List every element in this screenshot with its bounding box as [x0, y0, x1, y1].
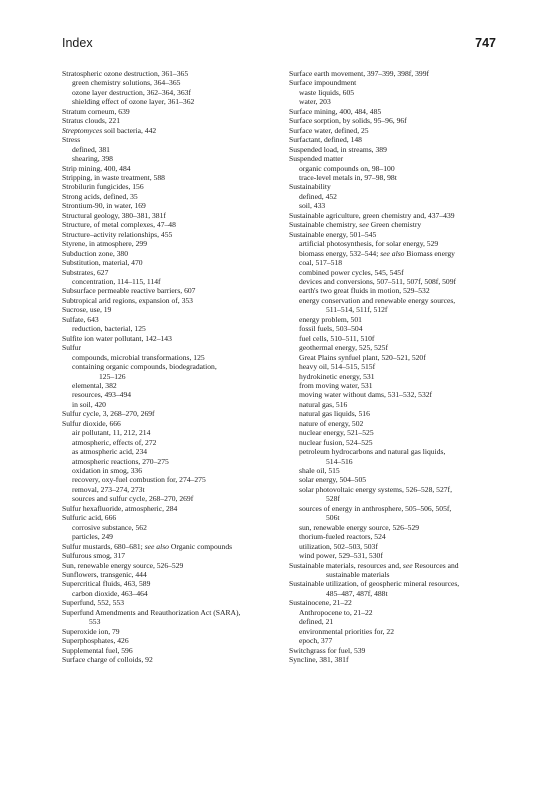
index-subentry: Anthropocene to, 21–22	[299, 607, 373, 617]
index-subentry: atmospheric, effects of, 272	[72, 437, 157, 447]
index-entry: Sustainable materials, resources and, see Resources and	[289, 560, 459, 570]
index-subentry: geothermal energy, 525, 525f	[299, 343, 388, 353]
index-entry: Supercritical fluids, 463, 589	[62, 579, 151, 589]
index-entry: Surface mining, 400, 484, 485	[289, 106, 382, 116]
index-subentry: epoch, 377	[299, 636, 333, 646]
index-entry: Strong acids, defined, 35	[62, 191, 138, 201]
index-subentry: combined power cycles, 545, 545f	[299, 267, 404, 277]
index-subentry: concentration, 114–115, 114f	[72, 276, 161, 286]
index-subentry: coal, 517–518	[299, 258, 343, 268]
index-subentry: nature of energy, 502	[299, 418, 364, 428]
index-subentry: earth's two great fluids in motion, 529–532	[299, 286, 430, 296]
index-subentry: shale oil, 515	[299, 466, 340, 476]
index-subentry: removal, 273–274, 273t	[72, 484, 145, 494]
index-subentry: air pollutant, 11, 212, 214	[72, 428, 151, 438]
index-subentry: fuel cells, 510–511, 510f	[299, 333, 375, 343]
index-entry: Subtropical arid regions, expansion of, 353	[62, 295, 193, 305]
index-subentry: heavy oil, 514–515, 515f	[299, 362, 376, 372]
index-entry: Surface impoundment	[289, 78, 357, 88]
index-subentry: sources of energy in anthrosphere, 505–506, 505f,	[299, 503, 452, 513]
index-entry: Stratum corneum, 639	[62, 106, 130, 116]
index-subentry: defined, 21	[299, 617, 334, 627]
index-subentry: solar photovoltaic energy systems, 526–528, 527f,	[299, 484, 452, 494]
index-subentry: fossil fuels, 503–504	[299, 324, 363, 334]
index-entry: Subduction zone, 380	[62, 248, 129, 258]
index-subentry: containing organic compounds, biodegradation,	[72, 362, 217, 372]
index-entry: Stratospheric ozone destruction, 361–365	[62, 69, 189, 78]
index-subentry: as atmospheric acid, 234	[72, 447, 148, 457]
index-entry: Structure–activity relationships, 455	[62, 229, 173, 239]
index-entry-continuation: 511–514, 511f, 512f	[326, 305, 388, 315]
index-entry: Surface earth movement, 397–399, 398f, 399f	[289, 69, 430, 78]
index-entry: Stripping, in waste treatment, 588	[62, 172, 165, 182]
index-entry-continuation: 528f	[326, 494, 340, 504]
index-entry-continuation: 514–516	[326, 456, 353, 466]
index-entry: Sunflowers, transgenic, 444	[62, 570, 147, 580]
index-subentry: particles, 249	[72, 532, 113, 542]
page-number: 747	[475, 36, 496, 50]
index-subentry: sources and sulfur cycle, 268–270, 269f	[72, 494, 194, 504]
index-entry: Superfund, 552, 553	[62, 598, 125, 608]
index-entry-continuation: 125–126	[99, 371, 126, 381]
index-subentry: artificial photosynthesis, for solar energy, 529	[299, 239, 439, 249]
index-entry: Switchgrass for fuel, 539	[289, 645, 366, 655]
index-entry: Sustainability	[289, 182, 331, 192]
index-entry: Sustainable chemistry, see Green chemistry	[289, 220, 422, 230]
index-subentry: natural gas, 516	[299, 399, 348, 409]
index-entry: Structural geology, 380–381, 381f	[62, 210, 166, 220]
index-entry: Sun, renewable energy source, 526–529	[62, 560, 184, 570]
index-subentry: soil, 433	[299, 201, 326, 211]
index-subentry: elemental, 382	[72, 380, 117, 390]
index-entry: Superoxide ion, 79	[62, 626, 120, 636]
index-entry: Supplemental fuel, 596	[62, 645, 133, 655]
index-entry: Streptomyces soil bacteria, 442	[62, 125, 157, 135]
index-entry-continuation: 485–487, 487f, 488t	[326, 588, 388, 598]
index-entry: Surface charge of colloids, 92	[62, 655, 153, 665]
index-subentry: in soil, 420	[72, 399, 106, 409]
index-subentry: resources, 493–494	[72, 390, 132, 400]
index-subentry: recovery, oxy-fuel combustion for, 274–275	[72, 475, 206, 485]
index-subentry: Great Plains synfuel plant, 520–521, 520f	[299, 352, 426, 362]
index-entry: Sulfur dioxide, 666	[62, 418, 121, 428]
index-entry: Superphosphates, 426	[62, 636, 129, 646]
index-column-right	[289, 69, 501, 665]
index-subentry: oxidation in smog, 336	[72, 466, 143, 476]
index-entry: Stress	[62, 135, 81, 145]
index-entry: Sulfur	[62, 343, 81, 353]
index-subentry: petroleum hydrocarbons and natural gas liquids,	[299, 447, 446, 457]
index-subentry: shearing, 398	[72, 154, 113, 164]
index-entry: Styrene, in atmosphere, 299	[62, 239, 147, 249]
index-entry: Sustainable energy, 501–545	[289, 229, 377, 239]
index-entry: Superfund Amendments and Reauthorization Act (SARA),	[62, 607, 241, 617]
index-entry: Strontium-90, in water, 169	[62, 201, 146, 211]
index-entry: Sulfite ion water pollutant, 142–143	[62, 333, 172, 343]
index-entry: Sulfurous smog, 317	[62, 551, 126, 561]
index-entry: Sustainable agriculture, green chemistry and, 437–439	[289, 210, 455, 220]
index-subentry: shielding effect of ozone layer, 361–362	[72, 97, 195, 107]
running-title: Index	[62, 36, 93, 50]
index-subentry: trace-level metals in, 97–98, 98t	[299, 172, 397, 182]
index-entry: Sulfur mustards, 680–681; see also Organic compounds	[62, 541, 233, 551]
index-subentry: hydrokinetic energy, 531	[299, 371, 375, 381]
index-entry: Structure, of metal complexes, 47–48	[62, 220, 176, 230]
index-entry: Surface sorption, by solids, 95–96, 96f	[289, 116, 407, 126]
index-subentry: moving water without dams, 531–532, 532f	[299, 390, 433, 400]
index-entry: Suspended load, in streams, 389	[289, 144, 387, 154]
index-entry: Sustainable utilization, of geospheric mineral resources,	[289, 579, 460, 589]
index-subentry: waste liquids, 605	[299, 87, 355, 97]
index-column-left	[62, 69, 294, 665]
index-entry: Sucrose, use, 19	[62, 305, 112, 315]
index-subentry: carbon dioxide, 463–464	[72, 588, 148, 598]
index-entry: Surface water, defined, 25	[289, 125, 369, 135]
index-entry: Stratus clouds, 221	[62, 116, 121, 126]
index-subentry: defined, 452	[299, 191, 337, 201]
index-entry: Strip mining, 400, 484	[62, 163, 131, 173]
index-subentry: utilization, 502–503, 503f	[299, 541, 378, 551]
index-entry: Suspended matter	[289, 154, 344, 164]
index-entry: Substitution, material, 470	[62, 258, 143, 268]
index-entry: Sulfur cycle, 3, 268–270, 269f	[62, 409, 155, 419]
index-subentry: organic compounds on, 98–100	[299, 163, 395, 173]
index-subentry: natural gas liquids, 516	[299, 409, 370, 419]
index-entry: Sulfuric acid, 666	[62, 513, 117, 523]
index-subentry: biomass energy, 532–544; see also Biomass energy	[299, 248, 455, 258]
index-entry: Substrates, 627	[62, 267, 109, 277]
index-subentry: solar energy, 504–505	[299, 475, 367, 485]
index-subentry: sun, renewable energy source, 526–529	[299, 522, 420, 532]
index-entry: Surfactant, defined, 148	[289, 135, 362, 145]
index-subentry: corrosive substance, 562	[72, 522, 147, 532]
index-subentry: wind power, 529–531, 530f	[299, 551, 383, 561]
index-entry: Strobilurin fungicides, 156	[62, 182, 144, 192]
index-entry-continuation: 553	[89, 617, 101, 627]
index-subentry: environmental priorities for, 22	[299, 626, 395, 636]
index-entry: Subsurface permeable reactive barriers, 607	[62, 286, 196, 296]
index-entry: Syncline, 381, 381f	[289, 655, 349, 665]
index-entry: Sustainocene, 21–22	[289, 598, 352, 608]
index-subentry: atmospheric reactions, 270–275	[72, 456, 169, 466]
index-subentry: water, 203	[299, 97, 331, 107]
index-subentry: thorium-fueled reactors, 524	[299, 532, 386, 542]
index-subentry: energy conservation and renewable energy sources,	[299, 295, 456, 305]
index-subentry: from moving water, 531	[299, 380, 373, 390]
index-subentry: ozone layer destruction, 362–364, 363f	[72, 87, 191, 97]
index-subentry: devices and conversions, 507–511, 507f, 508f, 509f	[299, 276, 457, 286]
page-header	[62, 36, 496, 52]
index-subentry: nuclear fusion, 524–525	[299, 437, 373, 447]
index-subentry: energy problem, 501	[299, 314, 362, 324]
index-subentry: defined, 381	[72, 144, 110, 154]
index-entry-continuation: 506t	[326, 513, 340, 523]
index-subentry: reduction, bacterial, 125	[72, 324, 146, 334]
index-entry: Sulfur hexafluoride, atmospheric, 284	[62, 503, 178, 513]
index-subentry: compounds, microbial transformations, 125	[72, 352, 205, 362]
index-entry: Sulfate, 643	[62, 314, 99, 324]
index-subentry: green chemistry solutions, 364–365	[72, 78, 181, 88]
index-entry-continuation: sustainable materials	[326, 570, 390, 580]
index-subentry: nuclear energy, 521–525	[299, 428, 374, 438]
